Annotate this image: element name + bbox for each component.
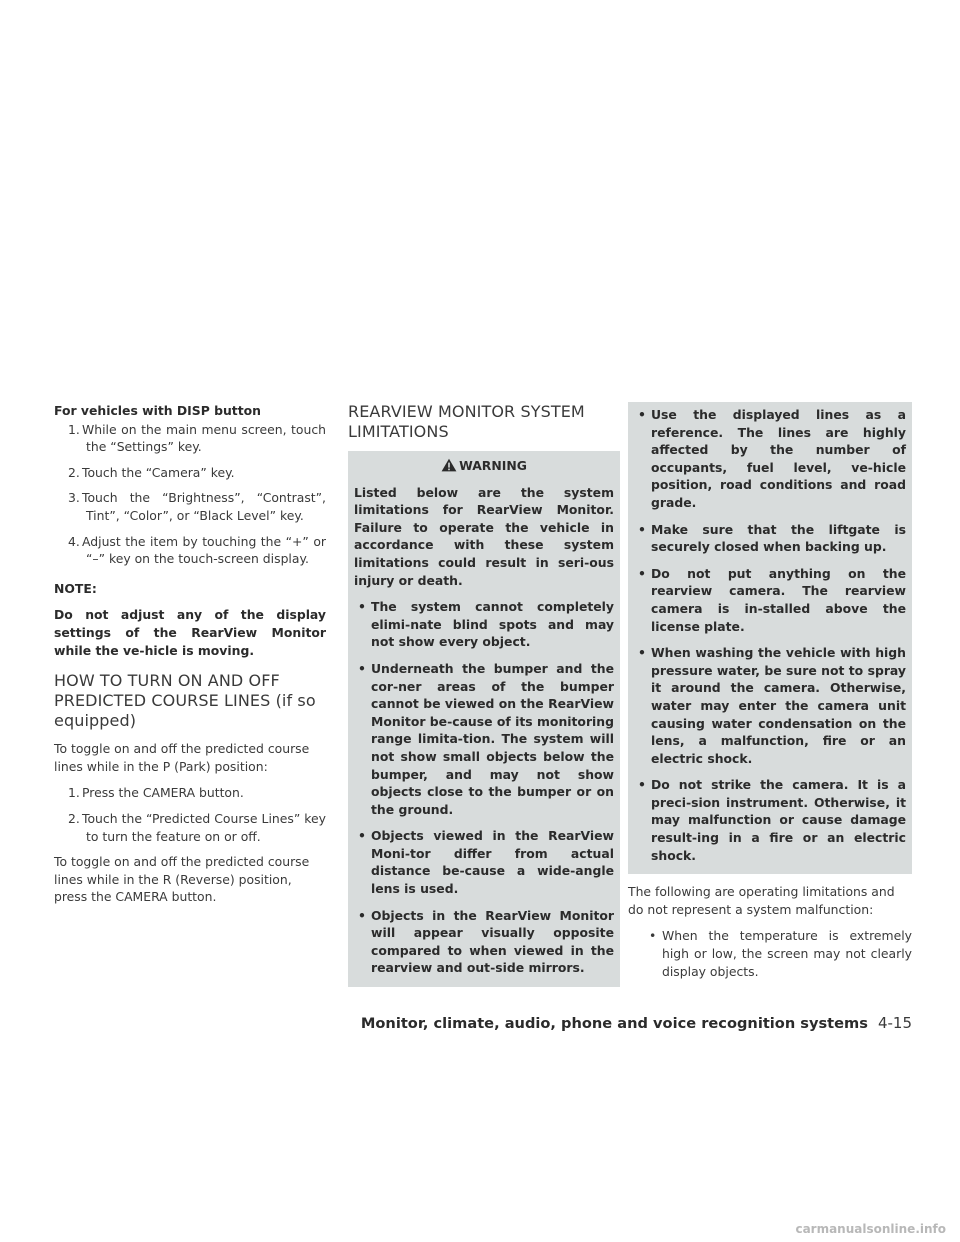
warning-box xyxy=(348,451,620,987)
limitations-intro: The following are operating limitations and do not represent a system malfunction: xyxy=(628,884,895,917)
warning-bullet: • Do not put anything on the rearview camera. The rearview camera is in-stalled above the license plate. xyxy=(638,565,906,634)
step-3: 3. Touch the “Brightness”, “Contrast”, Tint”, “Color”, or “Black Level” key. xyxy=(68,490,326,523)
page-number: 4-15 xyxy=(877,1014,912,1032)
warning-bullet: • Objects in the RearView Monitor will appear visually opposite compared to when viewed in the rearview and out-side mirrors. xyxy=(358,907,614,976)
bullet-icon: • xyxy=(358,660,366,676)
heading-predicted-course-lines: HOW TO TURN ON AND OFF PREDICTED COURSE LINES (if so equipped) xyxy=(54,671,316,731)
bullet-icon: • xyxy=(358,828,366,844)
step-4: 4. Adjust the item by touching the “+” or “–” key on the touch-screen display. xyxy=(68,533,326,567)
watermark: carmanualsonline.info xyxy=(795,1222,946,1236)
warning-bullet: • Use the displayed lines as a reference. The lines are highly affected by the number of occupants, fuel level, ve-hicle position, road conditions and road grade. xyxy=(638,407,906,510)
step-2: 2. Touch the “Camera” key. xyxy=(68,464,235,480)
column-right xyxy=(628,402,912,988)
warning-triangle-icon xyxy=(441,458,457,472)
bullet-icon: • xyxy=(638,521,646,537)
park-step-1: 1. Press the CAMERA button. xyxy=(68,785,244,801)
column-middle xyxy=(348,402,620,987)
limitation-item: • When the temperature is extremely high or low, the screen may not clearly display objects. xyxy=(649,928,912,979)
bullet-icon: • xyxy=(358,907,366,923)
bullet-icon: • xyxy=(638,777,646,793)
subheading-disp: For vehicles with DISP button xyxy=(54,403,261,418)
warning-bullet: • Objects viewed in the RearView Moni-tor differ from actual distance be-cause a wide-angle lens is used. xyxy=(358,828,614,897)
bullet-icon: • xyxy=(638,565,646,581)
warning-title: WARNING xyxy=(459,458,527,473)
bullet-icon: • xyxy=(638,645,646,661)
footer-section-title: Monitor, climate, audio, phone and voice recognition systems xyxy=(360,1015,868,1032)
bullet-icon: • xyxy=(358,599,366,615)
warning-bullet: • Do not strike the camera. It is a preci-sion instrument. Otherwise, it may malfunction or cause damage result-ing in a fire or an electric shock. xyxy=(638,777,906,863)
park-intro: To toggle on and off the predicted course lines while in the P (Park) position: xyxy=(54,741,310,774)
heading-limitations: REARVIEW MONITOR SYSTEM LIMITATIONS xyxy=(348,402,585,441)
warning-bullet: • When washing the vehicle with high pressure water, be sure not to spray it around the camera. Otherwise, water may enter the camera unit causing water condensation on the lens, a malfunction, fire or an electric shock. xyxy=(638,645,906,766)
warning-bullet: • Make sure that the liftgate is securely closed when backing up. xyxy=(638,521,906,555)
step-1: 1. While on the main menu screen, touch the “Settings” key. xyxy=(68,421,326,455)
warning-header xyxy=(354,457,614,475)
park-step-2: 2. Touch the “Predicted Course Lines” key to turn the feature on or off. xyxy=(68,810,326,844)
note-text: Do not adjust any of the display settings of the RearView Monitor while the ve-hicle is moving. xyxy=(54,607,326,658)
warning-intro: Listed below are the system limitations for RearView Monitor. Failure to operate the vehicle in accordance with these system limitations could result in seri-ous injury or death. xyxy=(354,484,614,588)
bullet-icon: • xyxy=(638,407,646,422)
note-label: NOTE: xyxy=(54,580,97,596)
warning-box-continued xyxy=(628,402,912,874)
reverse-text: To toggle on and off the predicted course lines while in the R (Reverse) position, press the CAMERA button. xyxy=(54,854,310,905)
page-footer xyxy=(361,1014,912,1032)
warning-bullet: • Underneath the bumper and the cor-ner areas of the bumper cannot be viewed on the RearView Monitor be-cause of its monitoring range limita-tion. The system will not show small objects below the bumper, and may not show objects close to the bumper or on the ground. xyxy=(358,660,614,817)
warning-bullet: • The system cannot completely elimi-nate blind spots and may not show every object. xyxy=(358,599,614,650)
bullet-icon: • xyxy=(649,928,657,944)
column-left xyxy=(54,402,326,915)
